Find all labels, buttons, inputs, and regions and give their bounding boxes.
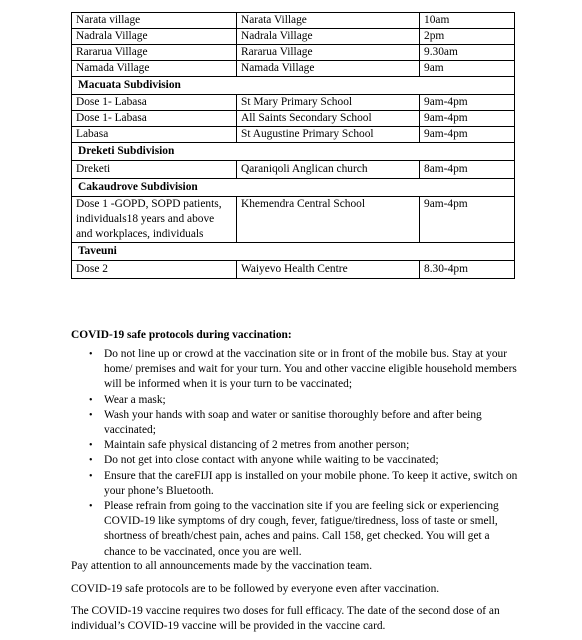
protocol-item-text: Wear a mask; [104, 393, 166, 406]
protocol-item-text: Do not line up or crowd at the vaccination site or in front of the mobile bus. Stay at your home/ premises and wait for your turn. You and other vaccine eligible household members will be informed when it is your turn to be vaccinated; [104, 348, 517, 391]
dose-cell: Dreketi [72, 161, 237, 179]
time-cell: 10am [420, 13, 515, 29]
protocol-item [71, 347, 521, 393]
announcement-paragraph: Pay attention to all announcements made by the vaccination team. [71, 560, 373, 572]
after-vaccination-paragraph: COVID-19 safe protocols are to be followed by everyone even after vaccination. [71, 583, 440, 595]
time-cell: 8.30-4pm [420, 261, 515, 279]
dose-cell: Dose 2 [72, 261, 237, 279]
protocol-item-text: Maintain safe physical distancing of 2 metres from another person; [104, 439, 410, 452]
venue-cell: Khemendra Central School [237, 197, 420, 243]
vaccination-schedule-table [71, 12, 515, 279]
venue-cell: Waiyevo Health Centre [237, 261, 420, 279]
venue-cell: Qaraniqoli Anglican church [237, 161, 420, 179]
table-row [72, 127, 515, 143]
time-cell: 9.30am [420, 45, 515, 61]
protocol-item [71, 393, 521, 408]
time-cell: 9am [420, 61, 515, 77]
schedule-table-body [72, 13, 515, 279]
bullet-icon: • [89, 470, 93, 482]
section-header-row [72, 179, 515, 197]
table-row [72, 29, 515, 45]
protocol-item-text: Wash your hands with soap and water or sanitise thoroughly before and after being vaccinated; [104, 408, 482, 437]
dose-cell: Labasa [72, 127, 237, 143]
time-cell: 9am-4pm [420, 95, 515, 111]
protocol-item [71, 438, 521, 453]
table-row [72, 111, 515, 127]
table-row [72, 45, 515, 61]
table-row [72, 161, 515, 179]
section-title: Taveuni [72, 243, 515, 261]
table-row [72, 197, 515, 243]
venue-cell: Narata Village [237, 13, 420, 29]
dose-cell: Narata village [72, 13, 237, 29]
bullet-icon: • [89, 501, 93, 513]
time-cell: 2pm [420, 29, 515, 45]
two-doses-paragraph: The COVID-19 vaccine requires two doses for full efficacy. The date of the second dose of an individual’s COVID-19 vaccine will be provided in the vaccine card. [71, 605, 500, 633]
protocol-item-text: Do not get into close contact with anyone while waiting to be vaccinated; [104, 454, 439, 467]
protocol-item [71, 453, 521, 468]
section-title: Macuata Subdivision [72, 77, 515, 95]
time-cell: 9am-4pm [420, 197, 515, 243]
dose-cell: Dose 1 -GOPD, SOPD patients, individuals18 years and above and workplaces, individuals [72, 197, 237, 243]
bullet-icon: • [89, 394, 93, 406]
bullet-icon: • [89, 409, 93, 421]
protocol-item [71, 469, 521, 499]
time-cell: 9am-4pm [420, 127, 515, 143]
time-cell: 8am-4pm [420, 161, 515, 179]
bullet-icon: • [89, 440, 93, 452]
section-header-row [72, 243, 515, 261]
section-header-row [72, 143, 515, 161]
table-row [72, 13, 515, 29]
protocol-item [71, 408, 521, 438]
protocol-item-text: Ensure that the careFIJI app is installed on your mobile phone. To keep it active, switch on your phone’s Bluetooth. [104, 469, 518, 497]
venue-cell: Namada Village [237, 61, 420, 77]
section-header-row [72, 77, 515, 95]
time-cell: 9am-4pm [420, 111, 515, 127]
venue-cell: St Augustine Primary School [237, 127, 420, 143]
table-row [72, 261, 515, 279]
protocols-list [71, 347, 521, 560]
venue-cell: All Saints Secondary School [237, 111, 420, 127]
dose-cell: Nadrala Village [72, 29, 237, 45]
section-title: Dreketi Subdivision [72, 143, 515, 161]
dose-cell: Namada Village [72, 61, 237, 77]
dose-cell: Dose 1- Labasa [72, 95, 237, 111]
venue-cell: St Mary Primary School [237, 95, 420, 111]
venue-cell: Rararua Village [237, 45, 420, 61]
bullet-icon: • [89, 455, 93, 467]
protocols-heading: COVID-19 safe protocols during vaccination: [71, 329, 292, 341]
protocol-item-text: Please refrain from going to the vaccination site if you are feeling sick or experiencing COVID-19 like symptoms of dry cough, fever, fatigue/tiredness, loss of taste or smell, shortness of breath/chest pain, aches and pains. Call 158, get checked. You will get a chance to be vaccinated, once you are well. [104, 500, 499, 558]
dose-cell: Dose 1- Labasa [72, 111, 237, 127]
table-row [72, 95, 515, 111]
venue-cell: Nadrala Village [237, 29, 420, 45]
dose-cell: Rararua Village [72, 45, 237, 61]
bullet-icon: • [89, 349, 93, 360]
section-title: Cakaudrove Subdivision [72, 179, 515, 197]
protocol-item [71, 499, 521, 560]
table-row [72, 61, 515, 77]
